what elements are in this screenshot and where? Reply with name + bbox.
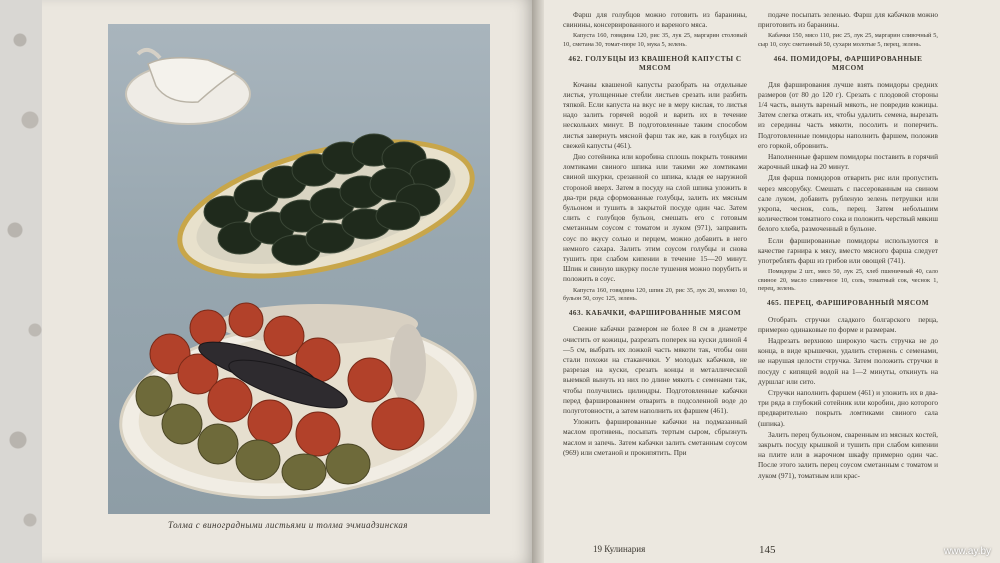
food-illustration (108, 24, 490, 514)
recipe-heading: 463. КАБАЧКИ, ФАРШИРОВАННЫЕ МЯСОМ (568, 308, 742, 317)
ingredient-list: Кабачки 150, мясо 110, рис 25, лук 25, маргарин сливочный 5, сыр 10, соус сметанный 50, сухари молотые 5, перец, зелень. (758, 32, 938, 48)
food-illustration-plate (108, 24, 490, 514)
ingredient-list: Помидоры 2 шт., мясо 50, лук 25, хлеб пшеничный 40, сало свиное 20, масло сливочное 10, соль, томатный сок, чеснок 1, перец, зелень. (758, 268, 938, 293)
paragraph: подаче посыпать зеленью. Фарш для кабачков можно приготовить из баранины. (758, 10, 938, 30)
illustration-caption: Толма с виноградными листьями и толма эчмиадзинская (168, 520, 408, 530)
text-column-left (563, 10, 747, 459)
recipe-heading: 464. ПОМИДОРЫ, ФАРШИРОВАННЫЕ МЯСОМ (773, 54, 923, 73)
paragraph: Дно сотейника или коробина сплошь покрыть тонкими ломтиками свиного шпика или такими же ломтиками свиной шкурки, срезанной со шпика, кладя ее наружной стороной вверх. Затем в посуду на слой шпика уложить в два-три ряда сформованные голубцы, залить их мясным бульоном и тушить в закрытой посуде один час. Затем слить с голубцов бульон, смешать его с готовым сметанным соусом с томатом и луком (971), заправить соус по вкусу солью и перцем, можно добавить в него немного сахара. Залить этим соусом голубцы и снова тушить при слабом кипении в течение 15—20 минут. Шпик и свиную шкурку после тушения можно порубить и положить в соус. (563, 152, 747, 284)
page-number: 145 (759, 544, 776, 556)
paragraph: Фарш для голубцов можно готовить из баранины, свинины, консервированного и вареного мяса. (563, 10, 747, 30)
paragraph: Для фарширования лучше взять помидоры средних размеров (от 80 до 120 г). Срезать с плодовой стороны 1/4 часть, вынуть вареный мякоть, не повредив кожицы. Затем слегка отжать их, чтобы удалить семена, вырезать из середины часть мякоти, посолить и поперчить. Подготовленные помидоры наполнить фаршем, положив его горкой, обровнить. (758, 79, 938, 150)
ingredient-list: Капуста 160, говядина 120, рис 35, лук 25, маргарин столовый 10, сметана 30, томат-пюре 10, мука 5, зелень. (563, 32, 747, 48)
watermark: www.ay.by (944, 546, 992, 557)
page-footer-signature: 19 Кулинария (593, 544, 646, 554)
paragraph: Свежие кабачки размером не более 8 см в диаметре очистить от кожицы, разрезать поперек на куски длиной 4—5 см, выбрать их ложкой часть мякоти так, чтобы они стали похожи на стаканчики. У молодых кабачков, не разрезая на куски, срезать концы и металлической выемкой вынуть из них по длине мякоть с семенами так, чтобы получились цилиндры. Подготовленные кабачки перед фаршированием отварить в подсоленной воде до полуготовности, а затем наполнить их фаршем (461). (563, 324, 747, 415)
paragraph: Залить перец бульоном, сваренным из мясных костей, закрыть посуду крышкой и тушить при слабом кипении на плите или в жарочном шкафу примерно один час. После этого залить перец соусом сметанным с томатом и луком (971), томатным или крас- (758, 429, 938, 480)
paragraph: Наполненные фаршем помидоры поставить в горячий жарочный шкаф на 20 минут. (758, 152, 938, 172)
paragraph: Кочаны квашеной капусты разобрать на отдельные листья, утолщенные стебли листьев срезать или разбить тяпкой. Если капуста на вкус не в меру кислая, то листья надо залить горячей водой и варить их в течение нескольких минут. В подготовленные таким способом листья завернуть мясной фарш так же, как в голубцах из свежей капусты (461). (563, 79, 747, 150)
ingredient-list: Капуста 160, говядина 120, шпик 20, рис 35, лук 20, молоко 10, бульон 50, соус 125, зелень. (563, 286, 747, 303)
paragraph: Надрезать верхнюю широкую часть стручка не до конца, в виде крышечки, удалить стержень с семенами, не нарушая целости стручка. Затем положить стручки в посуду с кипящей водой на 1—2 минуты, откинуть на дуршлаг или сито. (758, 335, 938, 386)
recipe-heading: 465. ПЕРЕЦ, ФАРШИРОВАННЫЙ МЯСОМ (766, 299, 930, 308)
paragraph: Для фарша помидоров отварить рис или пропустить через мясорубку. Смешать с пассерованным на свином сале луком, добавить рубленую зелень петрушки или укропа, чеснок, соль, перец. Затем небольшим количеством томатного сока и положить черствый мякиш белого хлеба, размоченный в бульоне. (758, 173, 938, 234)
paragraph: Если фаршированные помидоры используются в качестве гарнира к мясу, вместо мясного фарша следует употреблять фарш из грибов или овощей (741). (758, 235, 938, 266)
paragraph: Отобрать стручки сладкого болгарского перца, примерно одинаковые по форме и размерам. (758, 314, 938, 334)
text-column-right (758, 10, 938, 482)
recipe-heading: 462. ГОЛУБЦЫ ИЗ КВАШЕНОЙ КАПУСТЫ С МЯСОМ (568, 54, 742, 73)
paragraph: Уложить фаршированные кабачки на подмазанный маслом противень, посыпать тертым сыром, сбрызнуть маслом и запечь. Затем кабачки залить сметанным соусом (969) или сметаной и прокипятить. При (563, 417, 747, 457)
paragraph: Стручки наполнить фаршем (461) и уложить их в два-три ряда в глубокий сотейник или коробин, дно которого предварительно покрыть ломтиками свиного сала (шпика). (758, 387, 938, 428)
